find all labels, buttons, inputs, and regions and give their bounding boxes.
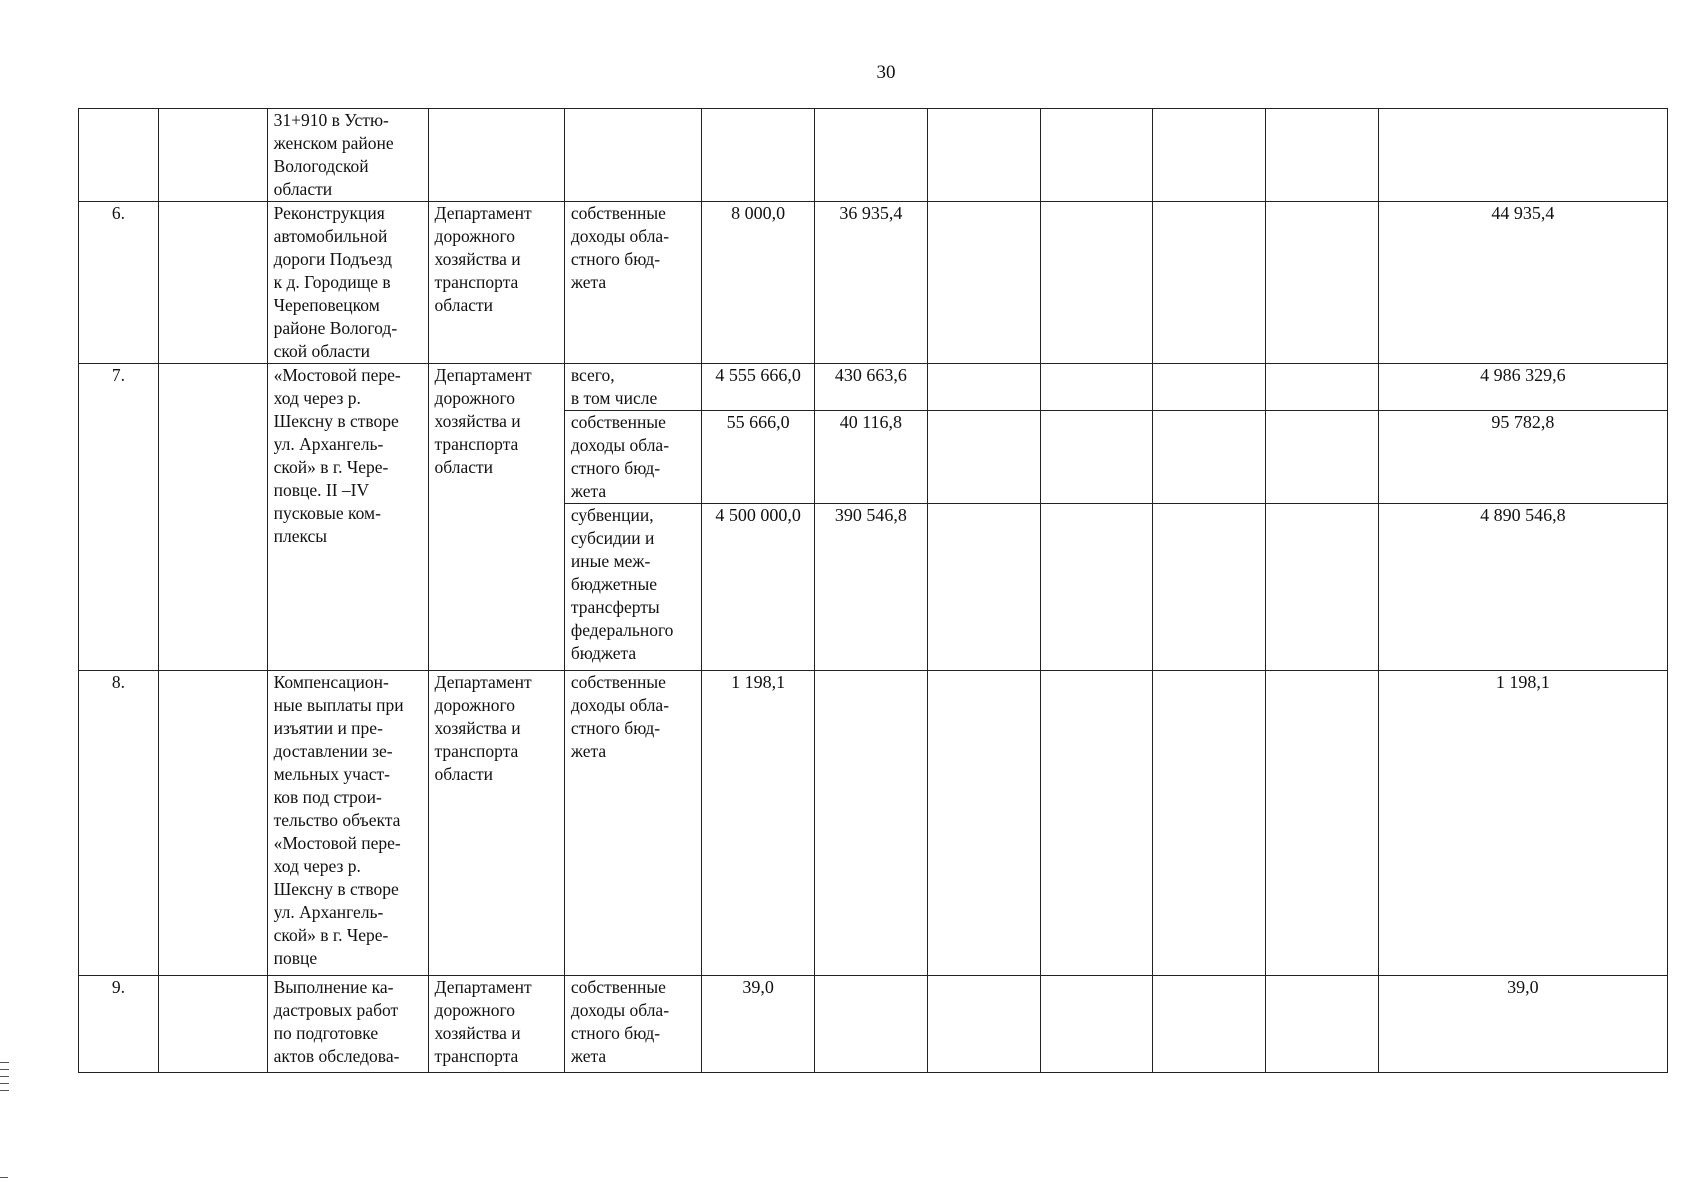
table-row (79, 109, 1668, 202)
value-total: 4 986 329,6 (1378, 364, 1667, 411)
table-row (79, 202, 1668, 364)
value-total: 1 198,1 (1378, 671, 1667, 976)
program-table (78, 108, 1668, 1073)
executor: Департамент дорожного хозяйства и транспорта области (428, 671, 564, 976)
value-year-1: 1 198,1 (702, 671, 815, 976)
row-number: 9. (79, 976, 159, 1073)
executor: Департамент дорожного хозяйства и транспорта (428, 976, 564, 1073)
funding-source: собственные доходы обла- стного бюд- жета (564, 671, 701, 976)
row-number (79, 109, 159, 202)
page-number: 30 (876, 62, 896, 83)
value-total: 4 890 546,8 (1378, 504, 1667, 671)
row-number: 6. (79, 202, 159, 364)
activity-name: 31+910 в Устю- женском районе Вологодской области (267, 109, 428, 202)
value-total: 95 782,8 (1378, 411, 1667, 504)
executor: Департамент дорожного хозяйства и транспорта области (428, 202, 564, 364)
funding-source: всего, в том числе (564, 364, 701, 411)
funding-source: собственные доходы обла- стного бюд- жета (564, 976, 701, 1073)
table-row (79, 671, 1668, 976)
value-year-2: 36 935,4 (815, 202, 928, 364)
value-year-1: 8 000,0 (702, 202, 815, 364)
activity-name: Реконструкция автомобильной дороги Подъезд к д. Городище в Череповецком районе Вологод- ской области (267, 202, 428, 364)
table-row (79, 976, 1668, 1073)
value-total: 44 935,4 (1378, 202, 1667, 364)
row-number: 8. (79, 671, 159, 976)
funding-source: собственные доходы обла- стного бюд- жета (564, 411, 701, 504)
value-year-1: 39,0 (702, 976, 815, 1073)
value-year-2 (815, 671, 928, 976)
table-row (79, 364, 1668, 411)
value-year-2: 390 546,8 (815, 504, 928, 671)
row-number: 7. (79, 364, 159, 671)
executor (428, 109, 564, 202)
activity-name: Выполнение ка- дастровых работ по подготовке актов обследова- (267, 976, 428, 1073)
funding-source: субвенции, субсидии и иные меж- бюджетные трансферты федерального бюджета (564, 504, 701, 671)
activity-name: Компенсацион- ные выплаты при изъятии и пре- доставлении зе- мельных участ- ков под строи- тельство объекта «Мостовой пере- ход через р. Шексну в створе ул. Архангель- ской» в г. Чере- повце (267, 671, 428, 976)
funding-source (564, 109, 701, 202)
scan-mark (0, 1177, 8, 1178)
value-total: 39,0 (1378, 976, 1667, 1073)
executor: Департамент дорожного хозяйства и транспорта области (428, 364, 564, 671)
value-year-1: 4 500 000,0 (702, 504, 815, 671)
funding-source: собственные доходы обла- стного бюд- жета (564, 202, 701, 364)
activity-name: «Мостовой пере- ход через р. Шексну в створе ул. Архангель- ской» в г. Чере- повце. II –IV пусковые ком- плексы (267, 364, 428, 671)
value-year-2 (815, 976, 928, 1073)
value-year-2: 430 663,6 (815, 364, 928, 411)
value-year-1: 55 666,0 (702, 411, 815, 504)
binding-marks (0, 1062, 10, 1097)
value-year-2: 40 116,8 (815, 411, 928, 504)
value-year-1: 4 555 666,0 (702, 364, 815, 411)
